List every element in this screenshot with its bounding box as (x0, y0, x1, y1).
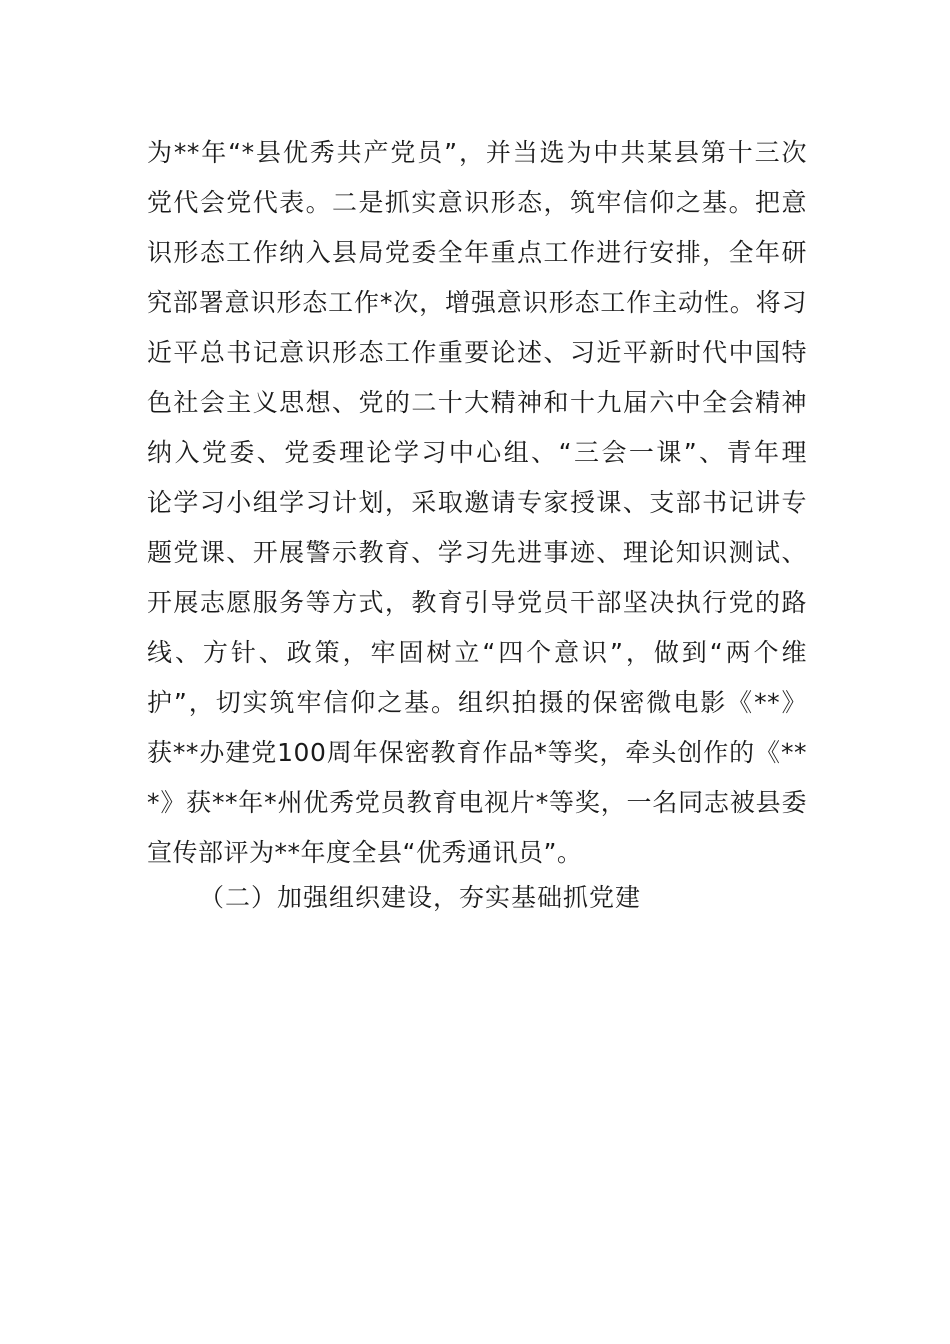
paragraph-line: 党代会党代表。二是抓实意识形态，筑牢信仰之基。把意 (147, 188, 807, 217)
paragraph-line: 究部署意识形态工作*次，增强意识形态工作主动性。将习 (147, 288, 807, 317)
section-heading: （二）加强组织建设，夯实基础抓党建 (199, 883, 642, 912)
paragraph-line: 为**年“*县优秀共产党员”，并当选为中共某县第十三次 (147, 138, 807, 167)
paragraph-line: *》获**年*州优秀党员教育电视片*等奖，一名同志被县委 (147, 788, 807, 817)
paragraph-line: 开展志愿服务等方式，教育引导党员干部坚决执行党的路 (147, 588, 807, 617)
paragraph-line: 色社会主义思想、党的二十大精神和十九届六中全会精神 (147, 388, 807, 417)
paragraph-line: 纳入党委、党委理论学习中心组、“三会一课”、青年理 (147, 438, 807, 467)
paragraph-line: 识形态工作纳入县局党委全年重点工作进行安排，全年研 (147, 238, 807, 267)
paragraph-line: 论学习小组学习计划，采取邀请专家授课、支部书记讲专 (147, 488, 807, 517)
paragraph-line: 线、方针、政策，牢固树立“四个意识”，做到“两个维 (147, 638, 807, 667)
paragraph-line: 获**办建党100周年保密教育作品*等奖，牵头创作的《** (147, 738, 807, 767)
paragraph-line: 近平总书记意识形态工作重要论述、习近平新时代中国特 (147, 338, 807, 367)
paragraph-line: 宣传部评为**年度全县“优秀通讯员”。 (147, 838, 583, 867)
paragraph-line: 护”，切实筑牢信仰之基。组织拍摄的保密微电影《**》 (147, 688, 807, 717)
body-paragraph (147, 128, 807, 878)
paragraph-line: 题党课、开展警示教育、学习先进事迹、理论知识测试、 (147, 538, 807, 567)
